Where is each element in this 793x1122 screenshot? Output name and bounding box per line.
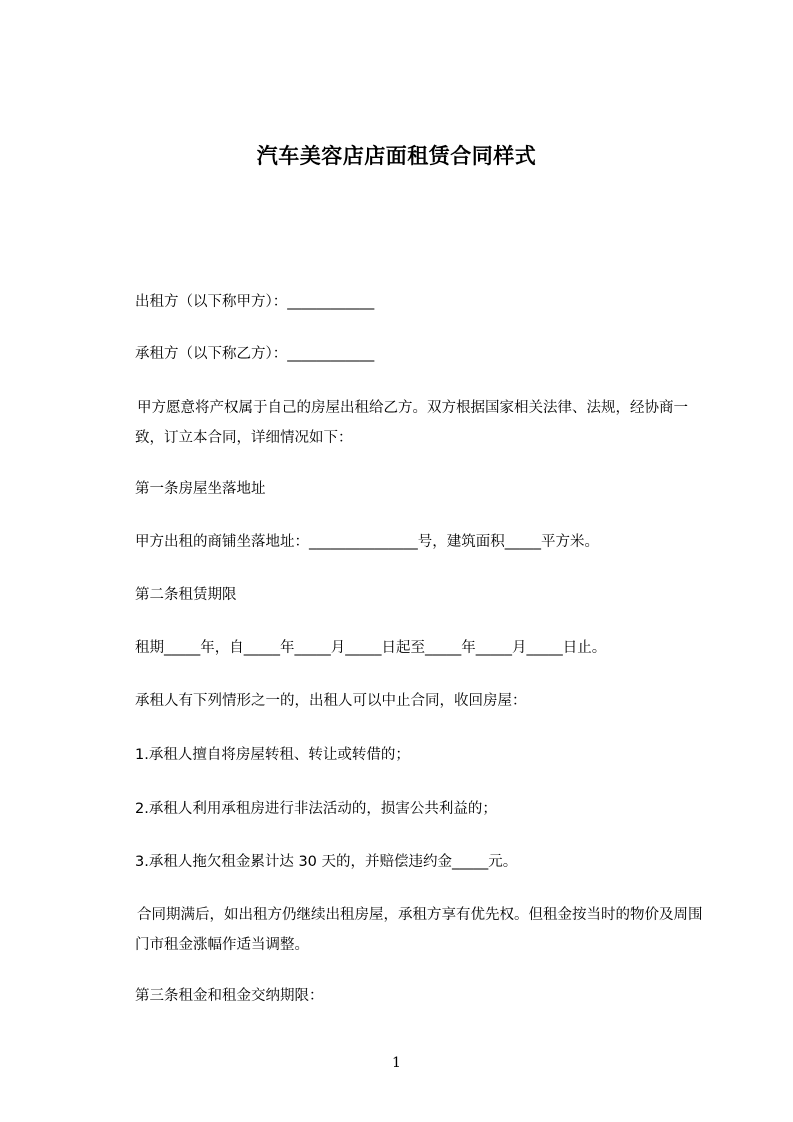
- document-title: 汽车美容店店面租赁合同样式: [256, 144, 537, 168]
- premises-address-line: 甲方出租的商铺坐落地址：_______________号，建筑面积_____平方米。: [135, 534, 599, 550]
- termination-item-2: 2.承租人利用承租房进行非法活动的，损害公共利益的；: [135, 801, 497, 817]
- preamble-paragraph: 甲方愿意将产权属于自己的房屋出租给乙方。双方根据国家相关法律、法规，经协商一致，订立本合同，详细情况如下：: [135, 400, 688, 446]
- article-1-heading: 第一条房屋坐落地址: [135, 481, 266, 497]
- termination-item-1: 1.承租人擅自将房屋转租、转让或转借的；: [135, 747, 410, 763]
- renewal-paragraph: 合同期满后，如出租方仍继续出租房屋，承租方享有优先权。但租金按当时的物价及周围门市租金涨幅作适当调整。: [135, 907, 703, 953]
- page-number: 1: [392, 1055, 401, 1071]
- lessee-line: 承租方（以下称乙方）：____________: [135, 346, 375, 362]
- termination-intro: 承租人有下列情形之一的，出租人可以中止合同，收回房屋：: [135, 693, 527, 709]
- lessor-line: 出租方（以下称甲方）：____________: [135, 294, 375, 310]
- article-2-heading: 第二条租赁期限: [135, 587, 237, 603]
- lease-term-line: 租期_____年，自_____年_____月_____日起至_____年_____月_____日止。: [135, 640, 607, 656]
- article-3-heading: 第三条租金和租金交纳期限：: [135, 988, 324, 1004]
- termination-item-3: 3.承租人拖欠租金累计达 30 天的，并赔偿违约金_____元。: [135, 854, 518, 870]
